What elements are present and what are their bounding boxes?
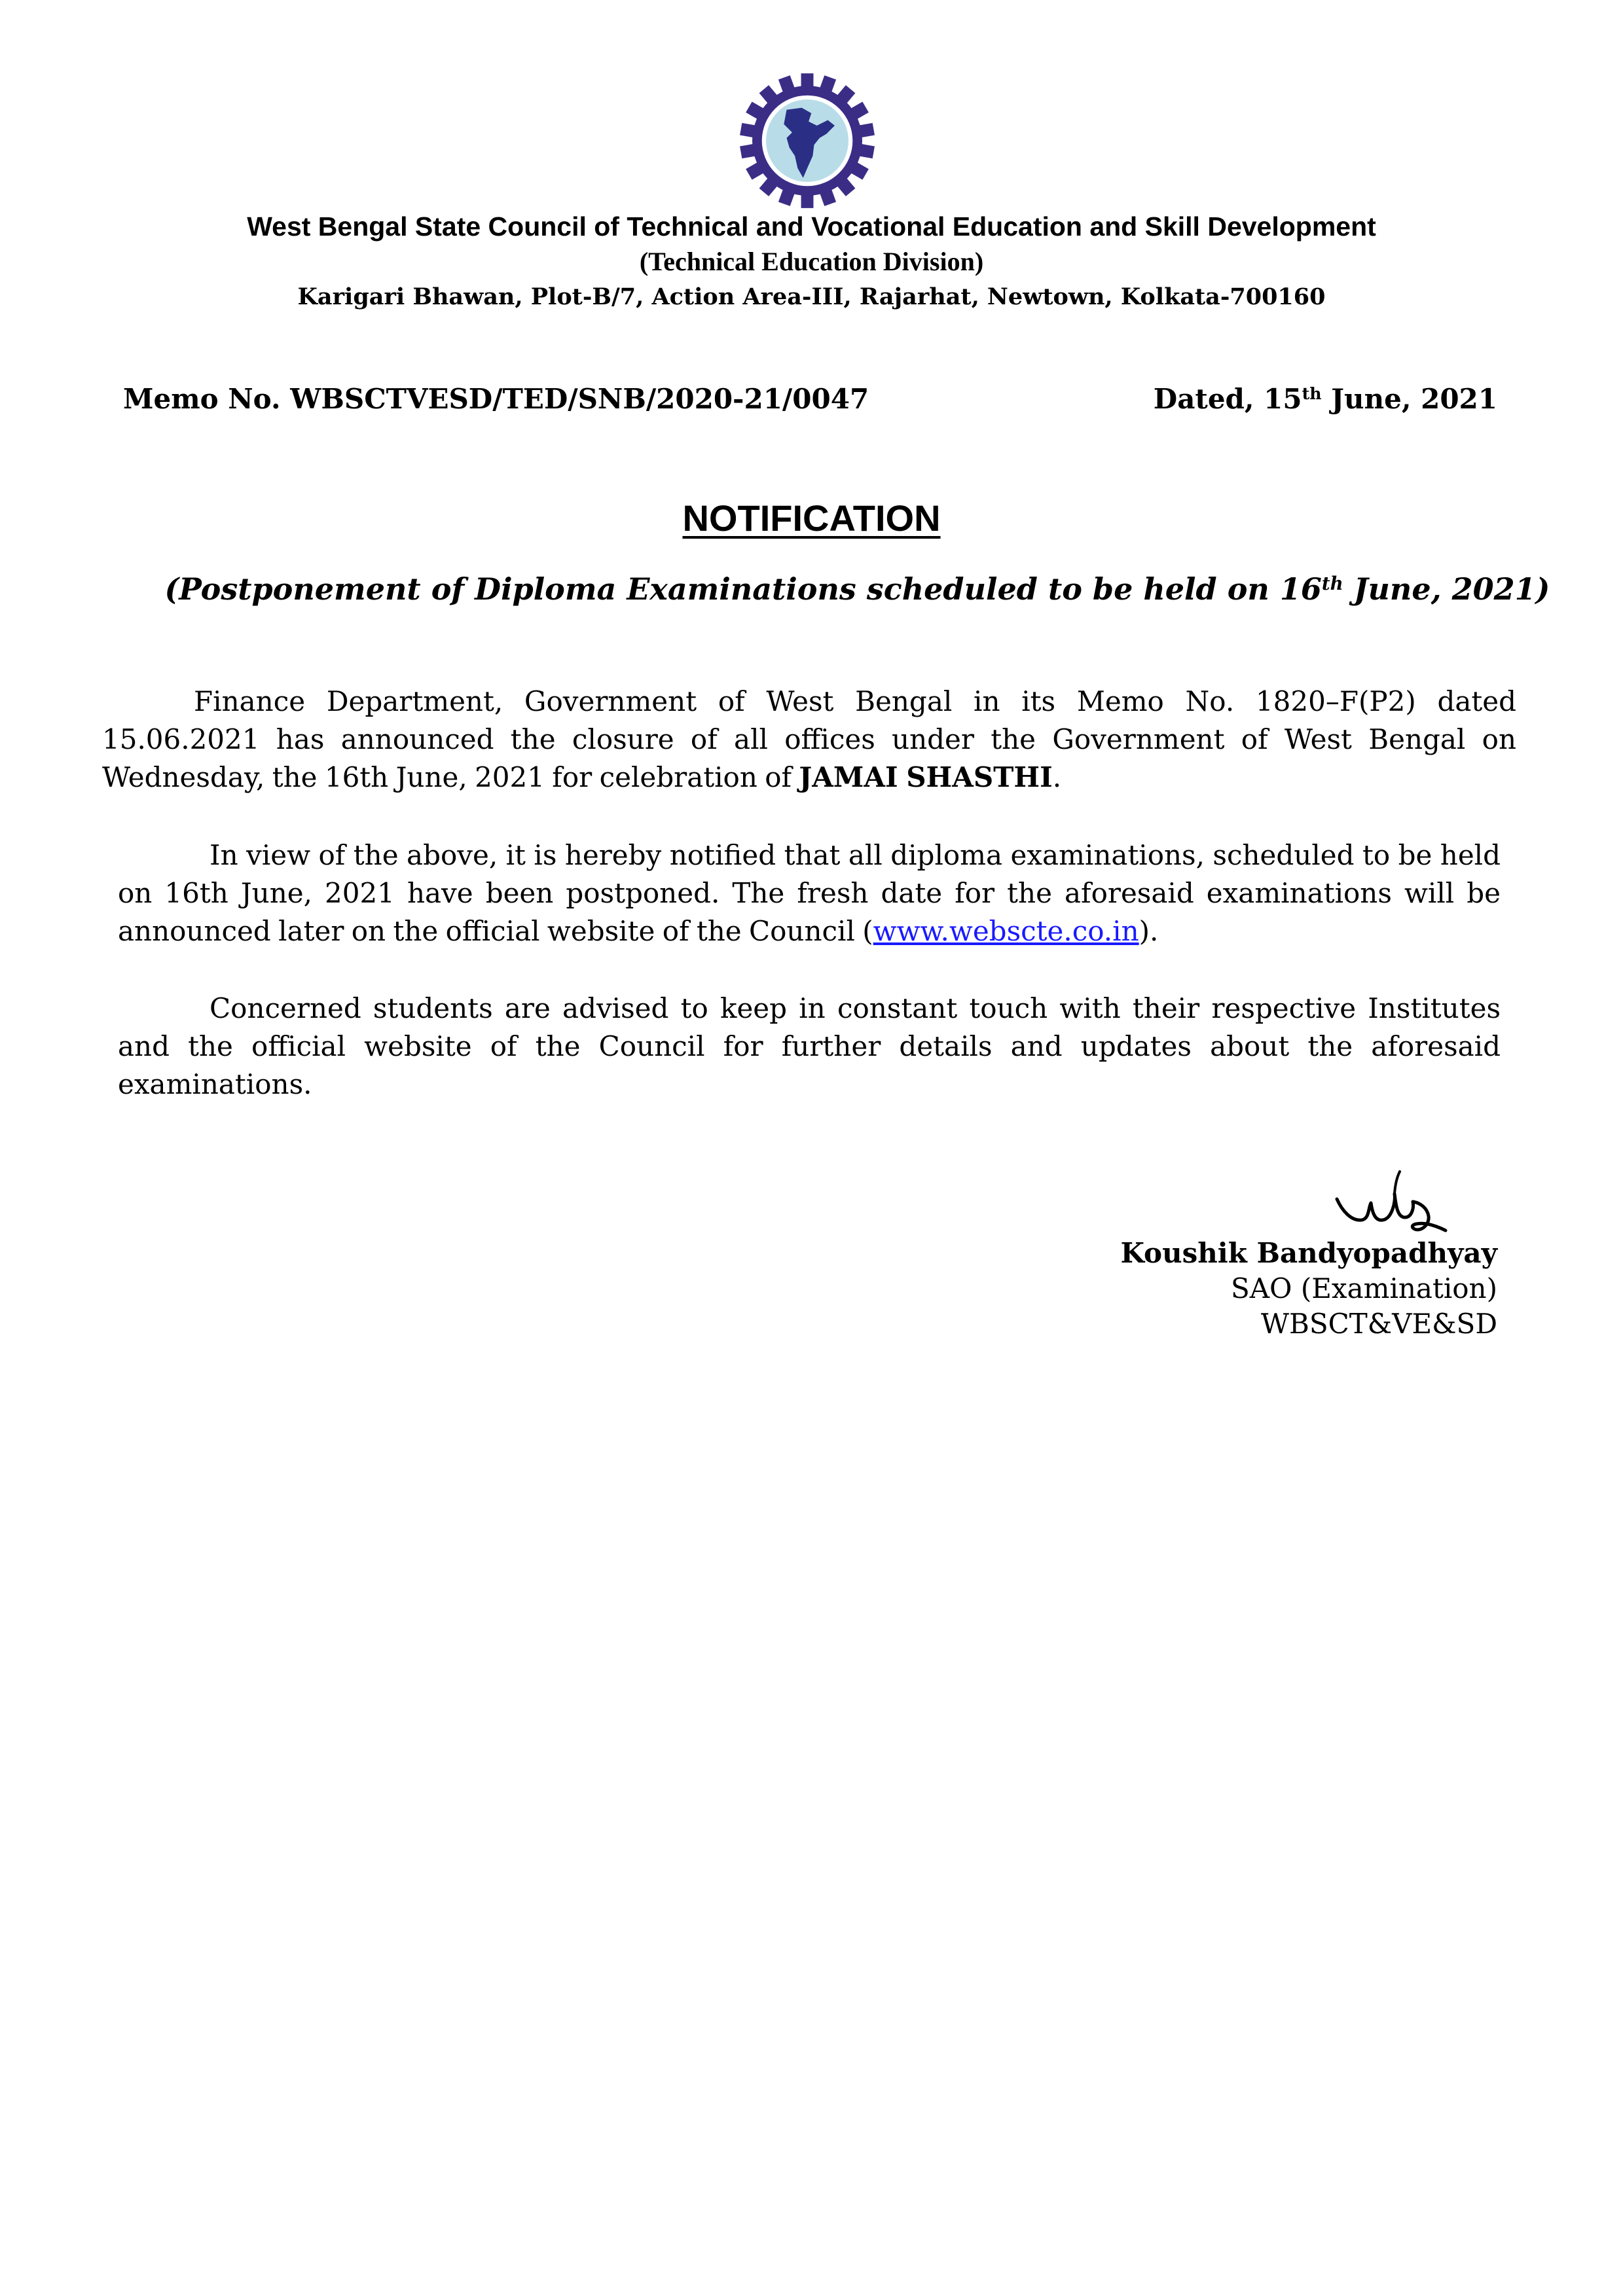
notification-subtitle (0, 563, 1623, 615)
paragraph-1-end: . (1052, 761, 1062, 793)
organization-name: West Bengal State Council of Technical and Vocational Education and Skill Development (247, 211, 1376, 242)
subtitle-post: June, 2021) (1343, 571, 1550, 607)
subtitle-pre: (Postponement of Diploma Examinations scheduled to be held on 16 (164, 571, 1322, 607)
signatory-block (1120, 1236, 1497, 1342)
signatory-organization: WBSCT&VE&SD (1260, 1308, 1497, 1340)
website-link[interactable]: www.webscte.co.in (873, 915, 1139, 947)
signature-icon (1329, 1165, 1493, 1237)
paragraph-1-bold: JAMAI SHASTHI (799, 761, 1053, 793)
memo-date (1154, 376, 1497, 423)
notification-title: NOTIFICATION (682, 497, 941, 539)
paragraph-2-end: ). (1139, 915, 1159, 947)
memo-number: Memo No. WBSCTVESD/TED/SNB/2020-21/0047 (123, 383, 869, 415)
paragraph-2-text: In view of the above, it is hereby notified that all diploma examinations, scheduled to be held on 16th June, 2021 have been postponed. The fresh date for the aforesaid examinations will be announced later on the official website of the Council ( (118, 839, 1501, 947)
council-logo-icon (739, 72, 876, 209)
paragraph-advice (118, 990, 1501, 1103)
organization-address: Karigari Bhawan, Plot-B/7, Action Area-III, Rajarhat, Newtown, Kolkata-700160 (297, 283, 1326, 310)
memo-date-suffix: June, 2021 (1321, 383, 1497, 415)
paragraph-3-text: Concerned students are advised to keep in constant touch with their respective Institutes and the official website of the Council for further details and updates about the aforesaid examinations. (118, 992, 1501, 1100)
paragraph-postponement (118, 836, 1501, 950)
signatory-designation: SAO (Examination) (1230, 1272, 1497, 1304)
paragraph-closure-notice (102, 683, 1516, 797)
memo-date-sup: th (1302, 384, 1322, 404)
subtitle-sup: th (1321, 572, 1343, 594)
signatory-name: Koushik Bandyopadhyay (1120, 1237, 1497, 1269)
division-name: (Technical Education Division) (639, 247, 984, 276)
memo-date-prefix: Dated, 15 (1153, 383, 1302, 415)
paragraph-1-text: Finance Department, Government of West Bengal in its Memo No. 1820–F(P2) dated 15.06.2021 has announced the closure of all offices under the Government of West Bengal on Wednesday, the 16th June, 2021 for celebration of (102, 685, 1516, 793)
